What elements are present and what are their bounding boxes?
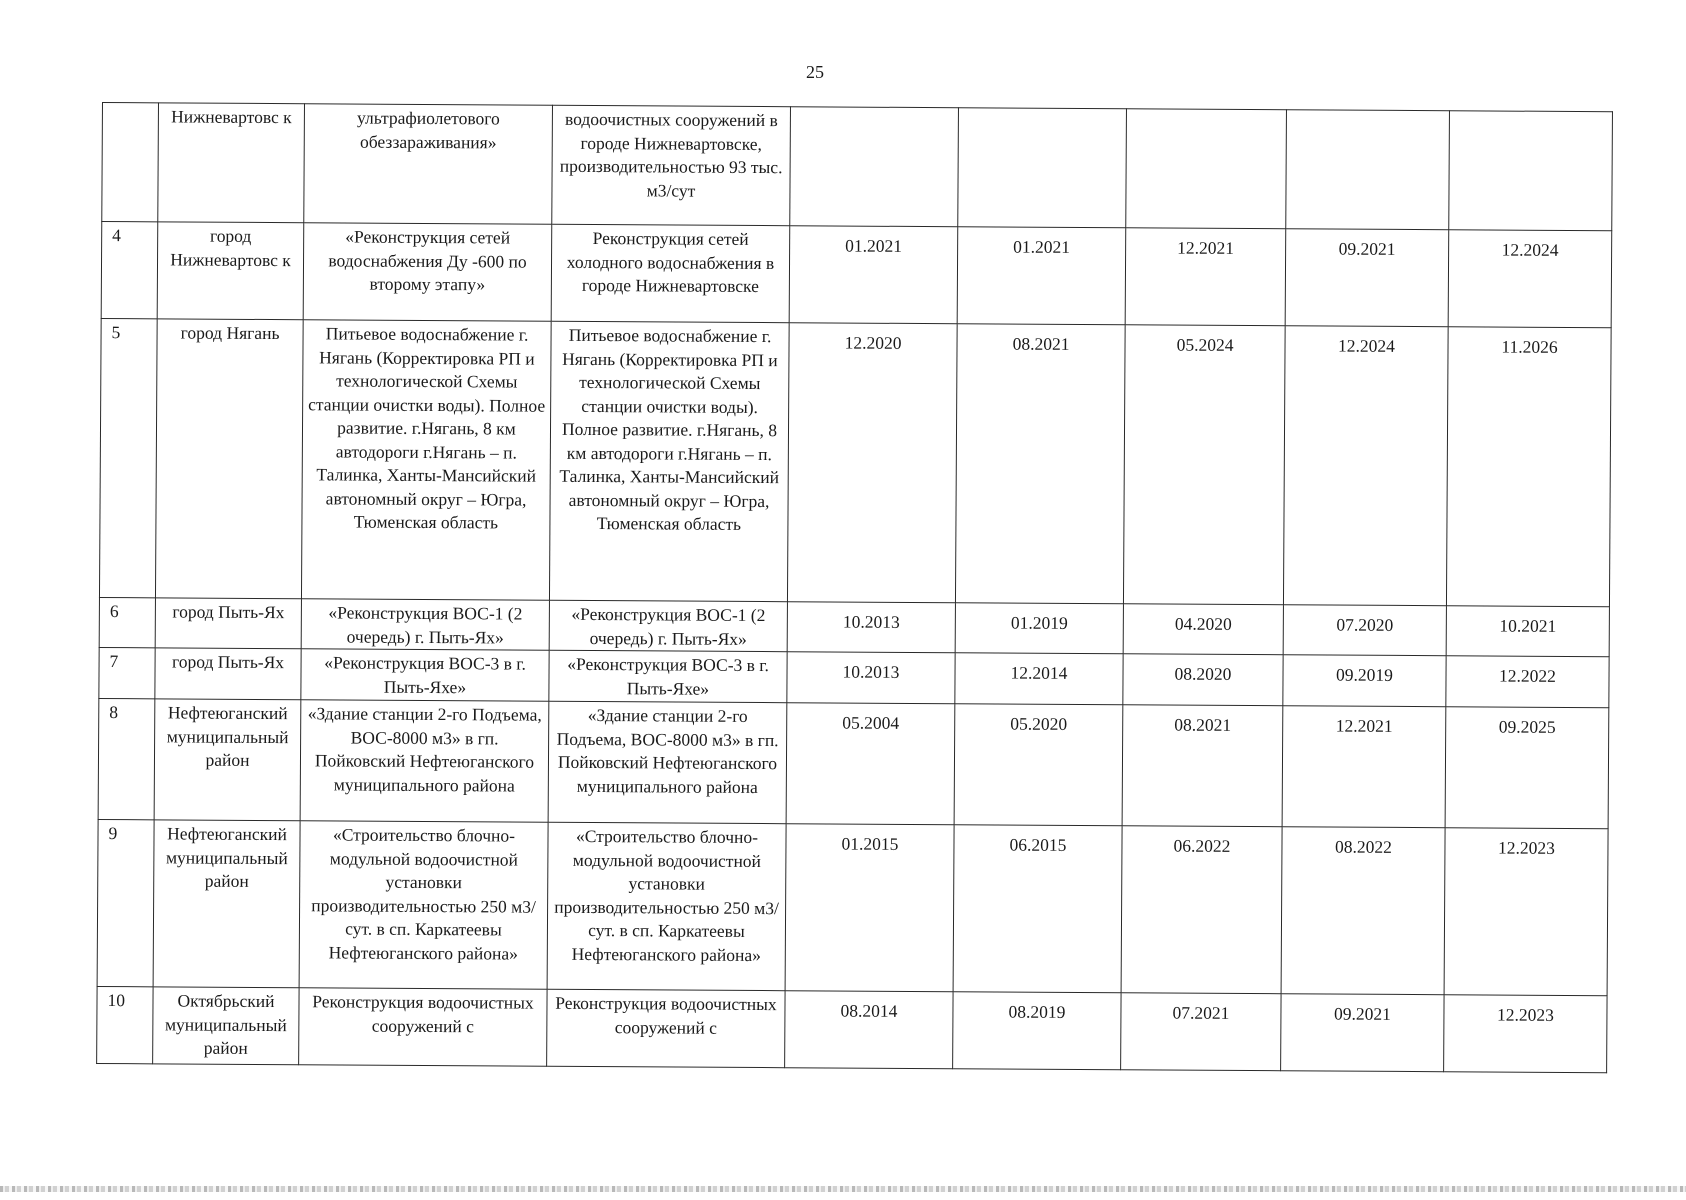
municipality-cell: Нефтеюганский муниципальный район xyxy=(154,699,301,821)
municipality-cell: город Пыть-Ях xyxy=(155,598,301,649)
date-cell: 10.2013 xyxy=(787,652,955,704)
date-cell: 08.2021 xyxy=(1122,705,1283,827)
date-cell: 10.2021 xyxy=(1446,606,1609,657)
date-cell: 12.2014 xyxy=(955,653,1123,705)
municipality-cell: город Нягань xyxy=(155,319,303,599)
date-cell: 12.2024 xyxy=(1283,326,1448,606)
description-cell: «Строительство блочно-модульной водоочистной установки производительностью 250 м3/сут. в сп. Каркатеевы Нефтеюганского района» xyxy=(547,822,786,990)
row-number: 4 xyxy=(101,222,158,319)
object-name-cell: ультрафиолетового обеззараживания» xyxy=(304,104,553,225)
date-cell: 12.2021 xyxy=(1282,706,1446,828)
date-cell: 09.2019 xyxy=(1283,655,1446,707)
date-cell xyxy=(790,107,959,227)
table-row xyxy=(97,986,1607,1072)
row-number: 8 xyxy=(98,698,155,819)
object-name-cell: «Здание станции 2-го Подъема, ВОС-8000 м3» в гп. Пойковский Нефтеюганского муниципального района xyxy=(300,700,549,823)
description-cell: Питьевое водоснабжение г. Нягань (Корректировка РП и технологической Схемы станции очистки воды). Полное развитие. г.Нягань, 8 км автодороги г.Нягань – п. Талинка, Ханты-Мансийский автономный округ – Югра, Тюменская область xyxy=(549,321,789,601)
row-number: 5 xyxy=(99,318,157,597)
date-cell: 01.2021 xyxy=(957,227,1126,325)
date-cell: 06.2022 xyxy=(1121,826,1282,994)
table-row xyxy=(97,819,1608,995)
date-cell: 01.2019 xyxy=(955,603,1123,654)
date-cell xyxy=(1449,111,1613,231)
date-cell: 12.2023 xyxy=(1444,995,1607,1073)
date-cell: 01.2021 xyxy=(789,226,958,324)
row-number: 10 xyxy=(97,986,153,1063)
table-row xyxy=(102,103,1613,231)
date-cell: 12.2023 xyxy=(1444,828,1608,996)
municipality-cell: город Пыть-Ях xyxy=(155,648,301,700)
object-name-cell: «Реконструкция ВОС-1 (2 очередь) г. Пыть-Ях» xyxy=(301,599,549,651)
table-row xyxy=(99,597,1609,656)
table-row xyxy=(99,647,1609,707)
date-cell xyxy=(958,108,1127,228)
table-row xyxy=(99,318,1611,606)
municipality-cell: город Нижневартовс к xyxy=(157,222,304,320)
date-cell: 07.2021 xyxy=(1121,993,1281,1071)
scan-edge-noise xyxy=(0,1186,1686,1192)
object-name-cell: Реконструкция водоочистных сооружений с xyxy=(299,988,547,1067)
description-cell: «Здание станции 2-го Подъема, ВОС-8000 м3» в гп. Пойковский Нефтеюганского муниципального района xyxy=(548,701,787,823)
date-cell: 01.2015 xyxy=(785,824,954,992)
date-cell: 04.2020 xyxy=(1123,604,1283,655)
date-cell: 08.2020 xyxy=(1123,654,1283,706)
date-cell: 11.2026 xyxy=(1446,327,1611,607)
date-cell xyxy=(1126,109,1287,229)
date-cell: 09.2021 xyxy=(1285,229,1449,327)
projects-table xyxy=(96,102,1613,1073)
description-cell: «Реконструкция ВОС-3 в г. Пыть-Яхе» xyxy=(549,650,787,702)
date-cell: 10.2013 xyxy=(787,602,955,653)
description-cell: Реконструкция водоочистных сооружений с xyxy=(547,989,785,1067)
date-cell: 08.2014 xyxy=(785,991,953,1069)
date-cell: 05.2004 xyxy=(786,703,955,825)
date-cell: 09.2021 xyxy=(1281,994,1444,1072)
object-name-cell: «Реконструкция ВОС-3 в г. Пыть-Яхе» xyxy=(301,649,549,702)
page-number: 25 xyxy=(806,62,824,82)
municipality-cell: Нефтеюганский муниципальный район xyxy=(153,820,300,988)
municipality-cell: Октябрьский муниципальный район xyxy=(153,987,299,1065)
table-row xyxy=(98,698,1609,828)
date-cell: 08.2022 xyxy=(1281,827,1445,995)
description-cell: «Реконструкция ВОС-1 (2 очередь) г. Пыть-Ях» xyxy=(549,600,787,651)
date-cell: 12.2021 xyxy=(1125,228,1286,326)
object-name-cell: «Реконструкция сетей водоснабжения Ду -600 по второму этапу» xyxy=(303,223,552,322)
description-cell: водоочистных сооружений в городе Нижневартовске, производительностью 93 тыс. м3/сут xyxy=(552,105,791,225)
date-cell xyxy=(1286,110,1450,230)
date-cell: 09.2025 xyxy=(1445,707,1609,829)
date-cell: 12.2020 xyxy=(787,323,957,603)
description-cell: Реконструкция сетей холодного водоснабжения в городе Нижневартовске xyxy=(551,224,790,322)
table-row xyxy=(101,222,1612,328)
date-cell: 05.2024 xyxy=(1123,325,1285,605)
row-number: 6 xyxy=(99,597,155,647)
date-cell: 08.2019 xyxy=(953,992,1121,1070)
row-number xyxy=(102,103,159,222)
object-name-cell: Питьевое водоснабжение г. Нягань (Корректировка РП и технологической Схемы станции очистки воды). Полное развитие. г.Нягань, 8 км автодороги г.Нягань – п. Талинка, Ханты-Мансийский автономный округ – Югра, Тюменская область xyxy=(301,320,551,601)
date-cell: 05.2020 xyxy=(954,704,1123,826)
row-number: 9 xyxy=(97,819,154,986)
object-name-cell: «Строительство блочно-модульной водоочистной установки производительностью 250 м3/сут. в сп. Каркатеевы Нефтеюганского района» xyxy=(299,821,548,990)
date-cell: 08.2021 xyxy=(955,324,1125,604)
date-cell: 07.2020 xyxy=(1283,605,1446,656)
date-cell: 12.2022 xyxy=(1446,656,1609,708)
row-number: 7 xyxy=(99,647,155,698)
date-cell: 06.2015 xyxy=(953,825,1122,993)
date-cell: 12.2024 xyxy=(1448,230,1612,328)
municipality-cell: Нижневартовс к xyxy=(158,103,305,223)
